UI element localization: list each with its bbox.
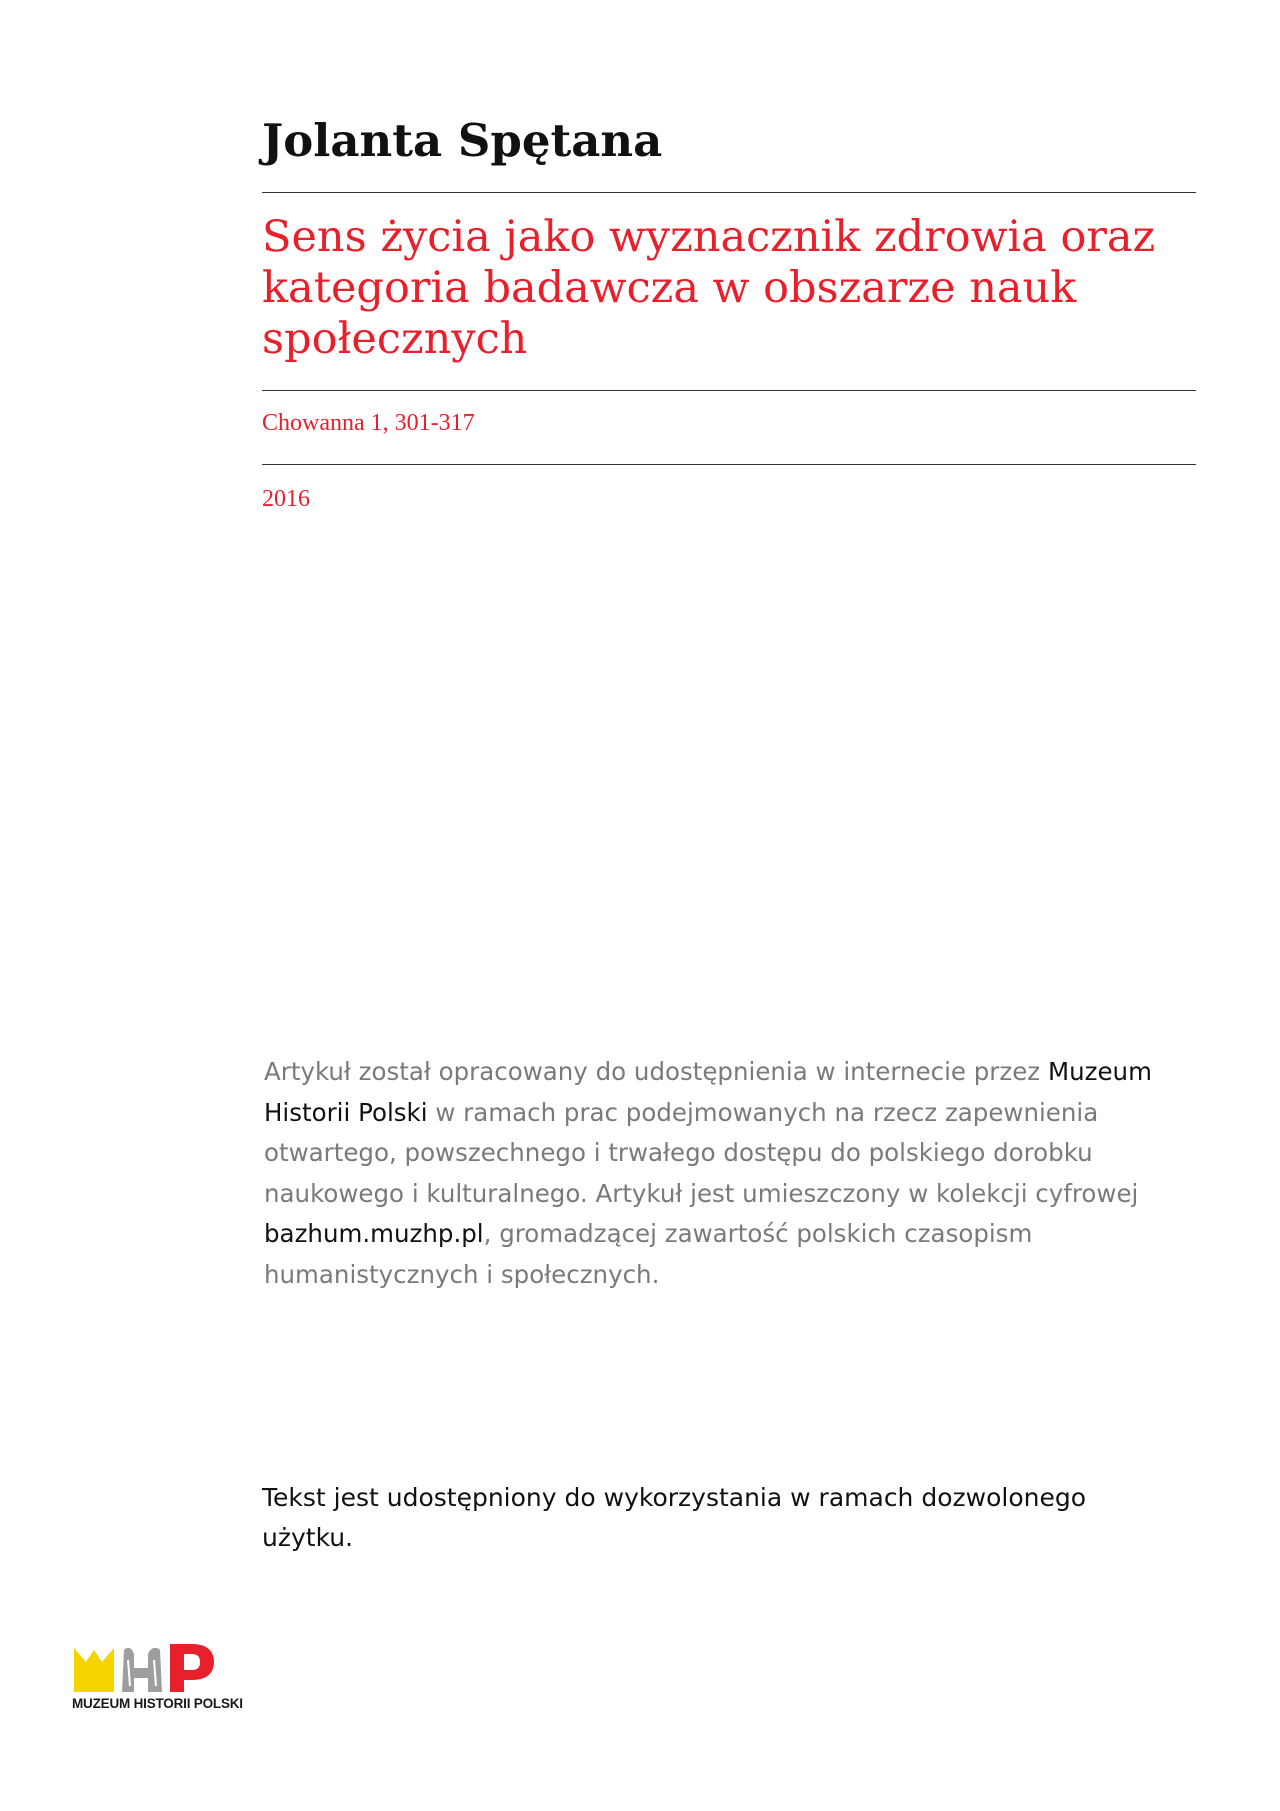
divider-bottom [262,464,1196,465]
mhp-logo-mark-icon [72,1640,272,1694]
museum-name: Muzeum Historii Polski [264,1057,1152,1127]
article-title: Sens życia jako wyznacznik zdrowia oraz kategoria badawcza w obszarze nauk społecznych [262,212,1156,364]
journal-source: Chowanna 1, 301-317 [262,410,475,436]
notice-text-part2: w ramach prac podejmowanych na rzecz zapewnienia otwartego, powszechnego i trwałego dostępu do polskiego dorobku naukowego i kulturalnego. Artykuł jest umieszczony w kolekcji cyfrowej [264,1097,1139,1208]
usage-notice: Tekst jest udostępniony do wykorzystania w ramach dozwolonego użytku. [262,1483,1087,1552]
logo-caption: MUZEUM HISTORII POLSKI [72,1696,243,1711]
publication-year: 2016 [262,486,310,512]
digitization-notice [264,1052,1204,1295]
notice-text-part3: , gromadzącej zawartość polskich czasopism humanistycznych i społecznych. [264,1219,1033,1289]
notice-text-part1: Artykuł został opracowany do udostępnienia w internecie przez [264,1057,1048,1086]
divider-middle [262,390,1196,391]
divider-top [262,192,1196,193]
author-name: Jolanta Spętana [262,114,663,167]
collection-site-link[interactable]: bazhum.muzhp.pl [264,1219,484,1248]
